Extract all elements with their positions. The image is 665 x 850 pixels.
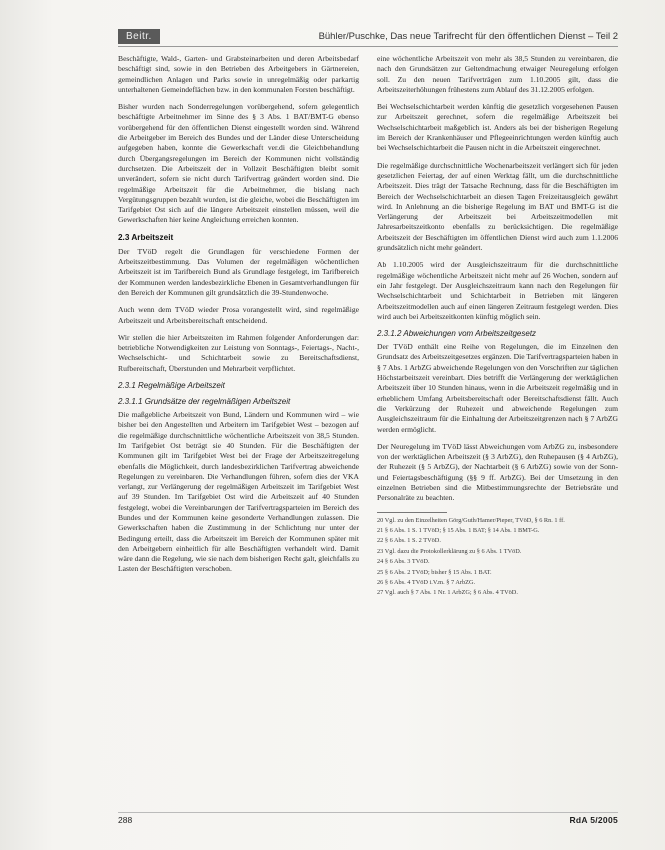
paragraph: Der TVöD enthält eine Reihe von Regelungen, die im Einzelnen den Grundsatz des Arbeitszeitgesetzes ergänzen. Die Tarifvertragsparteien haben in § 7 Abs. 1 ArbZG abweichende Regelungen von den Vorschriften zur täglichen Höchstarbeitszeit vereinbart. Dies betrifft die Verlängerung der werktäglichen Arbeitszeit über 10 Stunden hinaus, wenn in die Arbeitszeit regelmäßig und in erheblichem Umfang Arbeitsbereitschaft oder Bereitschaftsdienst fällt. Auch die Verkürzung der Ruhezeit und abweichende Regelungen zum Ausgleichszeitraum für die Einhaltung der Arbeitszeitgrenzen nach § 7 ArbZG werden ermöglicht. — [377, 342, 618, 434]
footnote: 26 § 6 Abs. 4 TVöD i.V.m. § 7 ArbZG. — [377, 579, 476, 587]
footnote: 21 § 6 Abs. 1 S. 1 TVöD; § 15 Abs. 1 BAT; § 14 Abs. 1 BMT-G. — [377, 526, 540, 534]
paragraph: Bisher wurden nach Sonderregelungen vorübergehend, sofern gelegentlich beschäftigte Arbeitnehmer im Sinne des § 3 Abs. 1 BAT/BMT-G ebenso vorübergehend für den öffentlichen Dienst eingestellt worden sind. Während die Arbeitgeber im Bereich des Bundes und der Länder diese Unterscheidung aufgegeben haben, konnte die Gewerkschaft ver.di die Gleichbehandlung durch Übergangsregelungen im Bereich der Kommunen nicht vollständig durchsetzen. Die Arbeitszeit der in Vollzeit Beschäftigten bleibt somit unverändert, sofern sie nicht durch Tarifvertrag geändert worden sind. Die regelmäßige Arbeitszeit für die Arbeitnehmer, die bislang nach Vergütungsgruppen bezahlt wurden, ist die gleiche, wobei die Beschäftigten im Tarifgebiet Ost sich auf die längere Arbeitszeit einstellen müssen, weil die Gewerkschaften hier keine Angleichung erreichen konnten. — [118, 102, 359, 225]
journal-issue: RdA 5/2005 — [569, 815, 618, 825]
subsection-heading: 2.3.1.2 Abweichungen vom Arbeitszeitgesetz — [377, 329, 537, 339]
right-column — [377, 54, 618, 809]
footnote: 22 § 6 Abs. 1 S. 2 TVöD. — [377, 537, 441, 545]
paragraph: eine wöchentliche Arbeitszeit von mehr als 38,5 Stunden zu vereinbaren, die nach den Grundsätzen zur Geltendmachung etwaiger Neuregelung erfolgen soll. Zu den neuen Tarifverträgen zum 1.10.2005 gilt, dass die Arbeitszeiterhöhungen frühestens zum Ablauf des 31.12.2005 erfolgen. — [377, 54, 618, 94]
footnote: 24 § 6 Abs. 3 TVöD. — [377, 558, 430, 566]
paragraph: Wir stellen die hier Arbeitszeiten im Rahmen folgender Anforderungen dar: betriebliche Notwendigkeiten zur Leistung von Sonntags-, Feiertags-, Nacht-, Wechselschicht- und Schichtarbeit sowie zu Bereitschaftsdienst, Rufbereitschaft, Überstunden und Mehrarbeit verpflichtet. — [118, 332, 359, 373]
footnote: 25 § 6 Abs. 2 TVöD; bisher § 15 Abs. 1 BAT. — [377, 568, 492, 576]
subsection-heading: 2.3.1 Regelmäßige Arbeitszeit — [118, 381, 225, 391]
page-header — [118, 26, 618, 47]
footnote: 27 Vgl. auch § 7 Abs. 1 Nr. 1 ArbZG; § 6 Abs. 4 TVöD. — [377, 589, 518, 597]
subsection-heading: 2.3.1.1 Grundsätze der regelmäßigen Arbeitszeit — [118, 397, 291, 407]
footnote: 23 Vgl. dazu die Protokollerklärung zu § 6 Abs. 1 TVöD. — [377, 547, 522, 555]
paragraph: Der TVöD regelt die Grundlagen für verschiedene Formen der Arbeitszeitbestimmung. Das Volumen der regelmäßigen wöchentlichen Arbeitszeit ist im Tarifbereich Bund als Grundlage festgelegt, im Tarifbereich der Kommunen werden landesbezirkliche Ebenen in Gesamtverhandlungen für den Bereich der Kommunen gilt grundsätzlich die 39-Stundenwoche. — [118, 246, 359, 297]
running-head: Bühler/Puschke, Das neue Tarifrecht für den öffentlichen Dienst – Teil 2 — [318, 30, 618, 42]
paragraph: Auch wenn dem TVöD wieder Prosa vorangestellt wird, sind regelmäßige Arbeitszeit und Arbeitsbereitschaft entscheidend. — [118, 305, 359, 325]
footnote-divider — [377, 512, 447, 513]
text-columns — [118, 54, 618, 809]
paragraph: Der Neuregelung im TVöD lässt Abweichungen vom ArbZG zu, insbesondere von der werktäglichen Arbeitszeit (§ 3 ArbZG), den Ruhepausen (§ 4 ArbZG), der Ruhezeit (§ 5 ArbZG), der Nachtarbeit (§ 6 ArbZG) sowie von der Sonn- und Feiertagsbeschäftigung (§§ 9 ff. ArbZG). Bei der Umsetzung in den einzelnen Betrieben sind die Mitbestimmungsrechte der Betriebsräte und Personalräte zu beachten. — [377, 441, 618, 503]
paragraph: Die maßgebliche Arbeitszeit von Bund, Ländern und Kommunen wird – wie bisher bei den Angestellten und Arbeitern im Tarifgebiet West – bezogen auf die regelmäßige durchschnittliche wöchentliche Arbeitszeit von 38,5 Stunden. Im Tarifgebiet Ost beträgt sie 40 Stunden. Für die Beschäftigten der Kommunen gilt im Tarifgebiet West bei der Frage der Arbeitszeitregelung ebenfalls die Möglichkeit, durch landesbezirklichen Tarifvertrag abweichende Regelungen zu vereinbaren. Die Verhandlungen führen, sofern dies der VKA verlangt, zur Verlängerung der regelmäßigen Arbeitszeit im Tarifgebiet West auf 39 Stunden. Im Tarifgebiet Ost wird die Arbeitszeit auf 40 Stunden festgelegt, wobei die Vereinbarungen der Tarifvertragsparteien im Bereich des Bundes und der Kommunen keine gesonderte Verhandlungen zulassen. Die Gewerkschaften haben die Zustimmung in der Schlichtung nur unter der Bedingung erteilt, dass die Arbeitszeit im Bereich der Kommunen später mit den Arbeitgebern einheitlich für alle Beschäftigten verhandelt wird. Damit wäre dann die Regelung, wie sie nach dem bisherigen Recht galt, gleichfalls zu Lasten der Beschäftigten verschoben. — [118, 410, 359, 574]
section-heading: 2.3 Arbeitszeit — [118, 232, 174, 242]
page-footer — [118, 812, 618, 827]
paragraph: Beschäftigte, Wald-, Garten- und Grabsteinarbeiten und deren Arbeitsbedarf beschäftigt sind, sowie in den Betrieben des Arbeitgebers in Gärtnereien, gemeindlichen Anlagen und Parks sowie in unregelmäßig oder parkartig unterhaltenen Gemeindeflächen bzw. in den kommunalen Forsten beschäftigt. — [118, 54, 359, 94]
page-number: 288 — [118, 815, 133, 825]
footnote: 20 Vgl. zu den Einzelheiten Görg/Guth/Hamer/Pieper, TVöD, § 6 Rn. 1 ff. — [377, 516, 565, 524]
footnotes — [377, 517, 618, 598]
section-badge: Beitr. — [118, 29, 160, 44]
left-column — [118, 54, 359, 809]
paragraph: Die regelmäßige durchschnittliche Wochenarbeitszeit verlängert sich für jeden gesetzlichen Feiertag, der auf einen Werktag fällt, um die durchschnittliche Arbeitszeit. Dies trägt der Tatsache Rechnung, dass für die Beschäftigten im Bereich der Wechselschichtarbeit an diesen Tagen Freizeitausgleich gewährt wird. In Anlehnung an die bisherige Regelung im BAT und BMT-G ist die Verlängerung der Arbeitszeit bei Arbeitszeitmodellen mit Jahresarbeitszeitkonto ebenfalls zu berücksichtigen. Die regelmäßige Arbeitszeit der Beschäftigten im öffentlichen Dienst wird auch zum 1.1.2006 grundsätzlich nicht mehr geändert. — [377, 160, 618, 253]
paragraph: Ab 1.10.2005 wird der Ausgleichszeitraum für die durchschnittliche regelmäßige wöchentliche Arbeitszeit nicht mehr auf 26 Wochen, sondern auf ein Jahr festgelegt. Der Ausgleichszeitraum kann nach den Regelungen für Wechselschichtarbeit und Schichtarbeit in Betrieben mit längeren Arbeitszeitmodellen auch auf einen längeren Zeitraum festgelegt werden. Dies wird auch bei Arbeitszeitkonten künftig möglich sein. — [377, 260, 618, 321]
paragraph: Bei Wechselschichtarbeit werden künftig die gesetzlich vorgesehenen Pausen zur Arbeitszeit gerechnet, sofern die regelmäßige Arbeitszeit bei Wechselschichtarbeit maßgeblich ist. Anders als bei der bisherigen Regelung im Bereich der Krankenhäuser und Pflegeeinrichtungen werden künftig auch bei Wechselschichtarbeit die Pausen nicht in die Arbeitszeit eingerechnet. — [377, 102, 618, 153]
